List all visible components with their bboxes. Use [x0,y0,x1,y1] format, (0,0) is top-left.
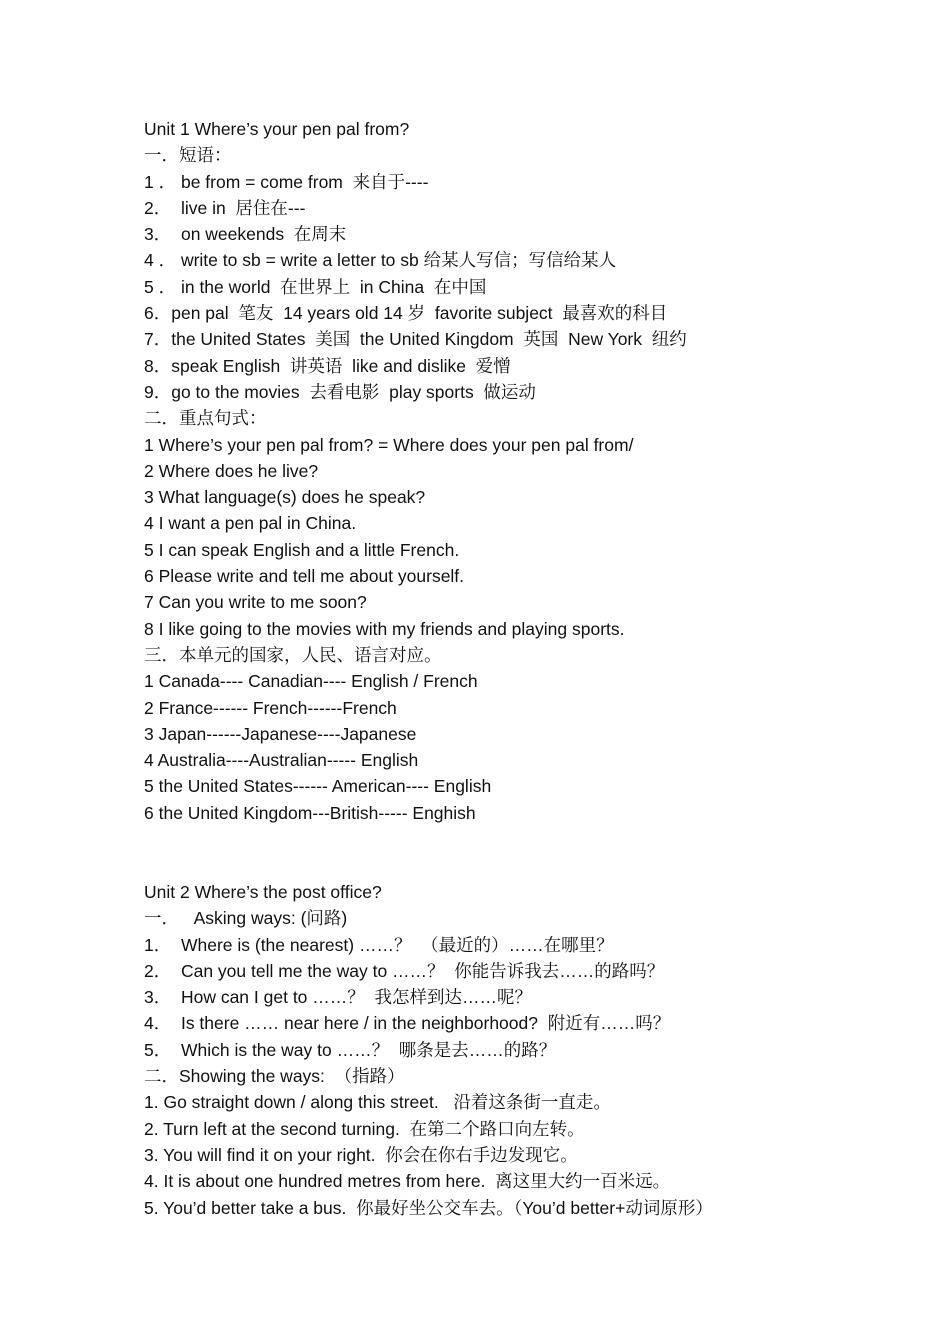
text-line: 2． Can you tell me the way to ……？ 你能告诉我去……的路吗？ [144,960,665,981]
text-line: 9．go to the movies 去看电影 play sports 做运动 [144,381,536,402]
unit-2-title: Unit 2 Where’s the post office? [144,882,382,902]
text-line: 2． live in 居住在--- [144,197,306,218]
text-line: 三．本单元的国家，人民、语言对应。 [144,644,442,665]
text-line: 3 What language(s) does he speak? [144,487,426,508]
unit-2-section [144,879,904,1221]
text-line: 4. It is about one hundred metres from here. 离这里大约一百米远。 [144,1171,671,1192]
text-line: 5 I can speak English and a little French. [144,539,460,560]
text-line: 8．speak English 讲英语 like and dislike 爱憎 [144,355,511,376]
text-line: 6 the United Kingdom---British----- Enghish [144,802,476,823]
text-line: 二．重点句式： [144,408,267,429]
text-line: 8 I like going to the movies with my friends and playing sports. [144,618,625,639]
text-line: 5 the United States------ American---- English [144,776,492,797]
text-line: 6 Please write and tell me about yourself. [144,566,465,587]
text-line: 1 ． be from = come from 来自于---- [144,171,429,192]
text-line: 7．the United States 美国 the United Kingdom 英国 New York 纽约 [144,329,687,350]
text-line: 1 Canada---- Canadian---- English / French [144,671,478,692]
unit-1-title: Unit 1 Where’s your pen pal from? [144,119,410,139]
text-line: 3． How can I get to ……？ 我怎样到达……呢？ [144,987,532,1008]
text-line: 3. You will find it on your right. 你会在你右手边发现它。 [144,1144,578,1165]
text-line: 1. Go straight down / along this street. 沿着这条街一直走。 [144,1092,611,1113]
text-line: 3 Japan------Japanese----Japanese [144,723,417,744]
text-line: 4 I want a pen pal in China. [144,513,357,534]
text-line: 二．Showing the ways: （指路） [144,1066,405,1087]
unit-1-section [144,116,904,826]
text-line: 3． on weekends 在周末 [144,224,347,245]
text-line: 5 ． in the world 在世界上 in China 在中国 [144,276,487,297]
text-line: 1 Where’s your pen pal from? = Where does your pen pal from/ [144,434,634,455]
text-line: 7 Can you write to me soon? [144,592,367,613]
text-line: 一．短语： [144,145,232,166]
text-line: 5． Which is the way to ……？ 哪条是去……的路？ [144,1039,557,1060]
text-line: 2 France------ French------French [144,697,397,718]
text-line: 5. You’d better take a bus. 你最好坐公交车去。（You’d better+动词原形） [144,1197,713,1218]
text-line: 4 Australia----Australian----- English [144,750,419,771]
text-line: 4． Is there …… near here / in the neighborhood? 附近有……吗？ [144,1013,671,1034]
text-line: 4 ． write to sb = write a letter to sb 给某人写信；写信给某人 [144,250,617,271]
text-line: 2 Where does he live? [144,460,319,481]
text-line: 2. Turn left at the second turning. 在第二个路口向左转。 [144,1118,585,1139]
text-line: 一． Asking ways: (问路) [144,908,348,929]
text-line: 6．pen pal 笔友 14 years old 14 岁 favorite subject 最喜欢的科目 [144,303,668,324]
text-line: 1． Where is (the nearest) ……？ （最近的）……在哪里？ [144,934,614,955]
